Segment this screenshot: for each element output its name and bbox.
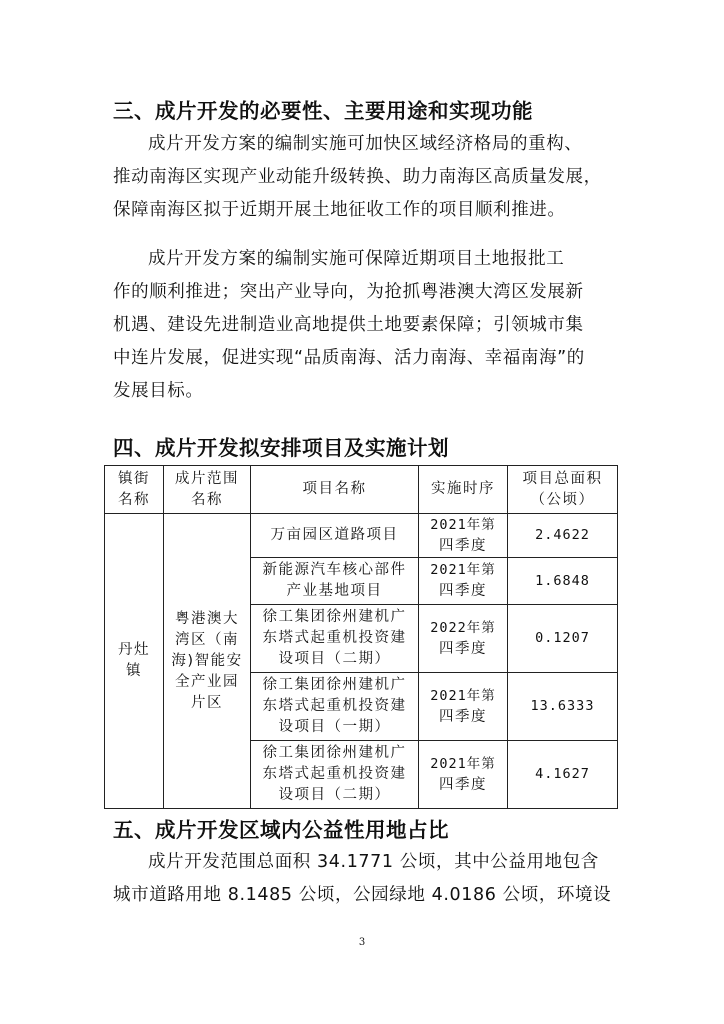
header-town [105, 466, 164, 514]
header-size [508, 466, 618, 514]
size-cell: 4.1627 [508, 741, 618, 809]
header-text: 项目总面积 [522, 470, 603, 487]
section-3-paragraph-1-cont [113, 161, 618, 227]
cell-text: 设项目（二期） [278, 787, 391, 803]
header-project [251, 466, 419, 514]
cell-text: 四季度 [439, 640, 487, 657]
section-3-paragraph-1 [113, 128, 618, 161]
header-schedule [419, 466, 508, 514]
section-4-heading: 四、成片开发拟安排项目及实施计划 [113, 436, 449, 460]
section-5-paragraph-1-cont [113, 879, 618, 912]
cell-text: 东塔式起重机投资建 [262, 630, 407, 646]
cell-text: 2021年第 [430, 516, 496, 533]
header-text: 镇街 [118, 470, 150, 487]
text-line: 推动南海区实现产业动能升级转换、助力南海区高质量发展， [113, 167, 602, 187]
cell-text: 片区 [191, 694, 223, 711]
header-text: 项目名称 [302, 481, 367, 497]
schedule-cell [419, 514, 508, 558]
cell-text: 徐工集团徐州建机广 [262, 677, 407, 693]
cell-text: 新能源汽车核心部件 [262, 562, 407, 578]
size-cell: 2.4622 [508, 514, 618, 558]
project-cell [251, 741, 419, 809]
project-cell [251, 673, 419, 741]
text-line: 成片开发方案的编制实施可加快区域经济格局的重构、 [148, 134, 583, 154]
cell-text: 丹灶 [118, 642, 150, 658]
text-line: 城市道路用地 8.1485 公顷，公园绿地 4.0186 公顷，环境设 [113, 885, 612, 905]
cell-text: 湾区（南 [175, 631, 239, 648]
header-text: （公顷） [530, 491, 595, 508]
cell-text: 粤港澳大 [175, 610, 239, 627]
cell-text: 2021年第 [430, 562, 496, 578]
section-5-paragraph-1 [113, 846, 618, 879]
section-3-paragraph-2-cont [113, 276, 618, 408]
header-text: 实施时序 [431, 481, 495, 497]
project-cell [251, 605, 419, 673]
size-cell: 0.1207 [508, 605, 618, 673]
cell-text: 海)智能安 [171, 652, 243, 669]
schedule-cell [419, 673, 508, 741]
cell-text: 万亩园区道路项目 [270, 527, 399, 543]
header-text: 名称 [118, 491, 150, 508]
cell-text: 徐工集团徐州建机广 [262, 745, 407, 761]
cell-text: 东塔式起重机投资建 [262, 698, 407, 714]
cell-text: 2021年第 [430, 687, 496, 704]
size-cell: 13.6333 [508, 673, 618, 741]
cell-text: 徐工集团徐州建机广 [262, 609, 407, 625]
text-line: 保障南海区拟于近期开展土地征收工作的项目顺利推进。 [113, 200, 566, 220]
table-header-row [105, 466, 618, 514]
project-cell [251, 558, 419, 605]
cell-text: 2022年第 [430, 619, 496, 636]
project-cell [251, 514, 419, 558]
header-zone [164, 466, 251, 514]
section-5-heading: 五、成片开发区域内公益性用地占比 [113, 818, 449, 842]
town-cell [105, 514, 164, 809]
table-row [105, 514, 618, 558]
text-line: 机遇、建设先进制造业高地提供土地要素保障；引领城市集 [113, 315, 584, 335]
cell-text: 东塔式起重机投资建 [262, 766, 407, 782]
cell-text: 四季度 [439, 708, 487, 725]
cell-text: 2021年第 [430, 755, 496, 772]
section-3-heading: 三、成片开发的必要性、主要用途和实现功能 [113, 99, 533, 123]
cell-text: 全产业园 [175, 673, 239, 690]
text-line: 中连片发展，促进实现“品质南海、活力南海、幸福南海”的 [113, 348, 585, 368]
text-line: 成片开发方案的编制实施可保障近期项目土地报批工 [148, 249, 565, 269]
cell-text: 四季度 [439, 583, 487, 599]
cell-text: 四季度 [439, 537, 487, 554]
text-line: 作的顺利推进；突出产业导向，为抢抓粤港澳大湾区发展新 [113, 282, 584, 302]
header-text: 名称 [191, 491, 223, 508]
cell-text: 设项目（二期） [278, 651, 391, 667]
zone-cell [164, 514, 251, 809]
header-text: 成片范围 [175, 470, 239, 487]
size-cell: 1.6848 [508, 558, 618, 605]
text-line: 发展目标。 [113, 381, 204, 401]
project-plan-table [104, 465, 618, 809]
cell-text: 四季度 [439, 776, 487, 793]
section-3-paragraph-2 [113, 243, 618, 276]
schedule-cell [419, 741, 508, 809]
schedule-cell [419, 605, 508, 673]
cell-text: 设项目（一期） [278, 719, 391, 735]
cell-text: 镇 [126, 663, 142, 679]
schedule-cell [419, 558, 508, 605]
text-line: 成片开发范围总面积 34.1771 公顷，其中公益用地包含 [148, 852, 599, 872]
page-number: 3 [358, 937, 366, 948]
cell-text: 产业基地项目 [286, 583, 383, 599]
